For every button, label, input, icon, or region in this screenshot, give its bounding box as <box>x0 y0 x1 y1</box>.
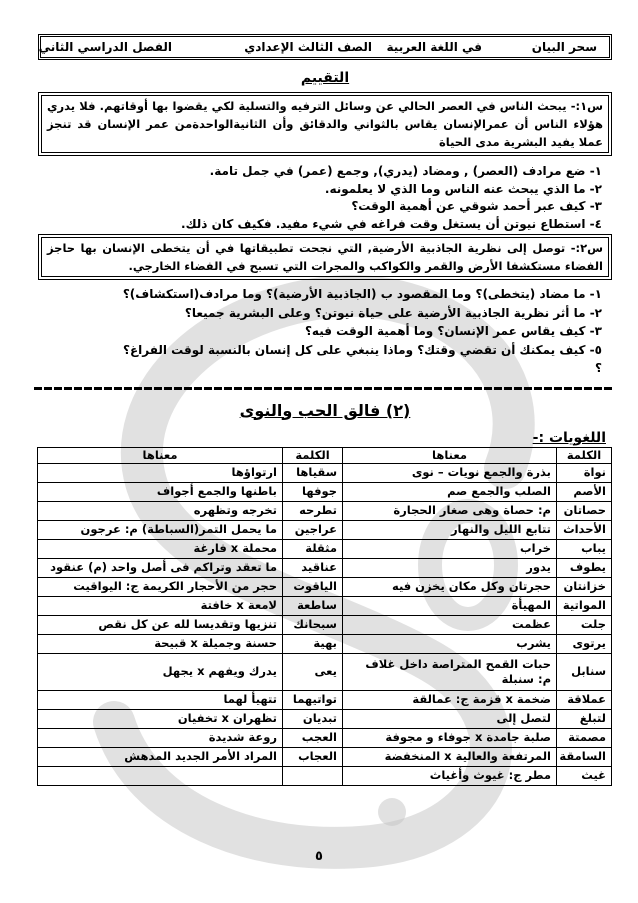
vocab-meaning-text: تظهران x تخفيان <box>177 711 277 725</box>
vocab-word-cell <box>557 520 612 539</box>
table-row <box>38 520 612 539</box>
vocab-meaning-text: ارتواؤها <box>231 465 277 479</box>
vocab-meaning-text: بذرة والجمع نويات – نوى <box>411 465 551 479</box>
vocab-word-text: السامقة <box>559 749 606 763</box>
vocab-meaning-text: المراد الأمر الجديد المدهش <box>124 749 277 763</box>
vocab-word-text: عراجين <box>294 522 337 536</box>
vocab-word-text: العجاب <box>298 749 337 763</box>
lesson-title <box>38 400 612 422</box>
vocab-meaning-cell <box>343 539 557 558</box>
question-1-items <box>38 163 612 233</box>
vocab-word-cell <box>557 653 612 690</box>
column-header-meaning: معناها <box>343 447 557 463</box>
vocab-meaning-text: يدرك ويفهم x يجهل <box>162 664 277 678</box>
vocab-meaning-cell <box>38 634 283 653</box>
table-row <box>38 709 612 728</box>
question-2-passage: س٢:- توصل إلى نظرية الجاذبية الأرضية, التي نجحت تطبيقاتها في أن يتخطى الإنسان بها حاجز الفضاء مستكشفا الأرض والقمر والكواكب والمجرات التي تسبح في الفضاء الخارجي. <box>38 234 612 280</box>
question-1-item: ٣- كيف عبر أحمد شوقي عن أهمية الوقت؟ <box>351 199 602 213</box>
question-1-item: ١- ضع مرادف (العصر) , ومضاد (يدري), وجمع (عمر) في جمل تامة. <box>209 164 602 178</box>
vocab-word-text: تواتيهما <box>292 692 337 706</box>
vocab-meaning-cell <box>38 709 283 728</box>
vocabulary-table <box>37 447 612 786</box>
vocab-meaning-text: عظمت <box>512 617 551 631</box>
vocab-word-cell <box>557 747 612 766</box>
assessment-title-text: التقييم <box>300 70 350 86</box>
question-2-trailing-mark: ؟ <box>595 361 602 375</box>
lesson-title-text: (٢) فالق الحب والنوى <box>239 400 411 420</box>
vocab-word-text: سقياها <box>296 465 337 479</box>
vocab-word-cell <box>283 520 343 539</box>
vocab-meaning-text: محملة x فارغة <box>193 541 277 555</box>
vocab-meaning-text: تتابع الليل والنهار <box>450 522 551 536</box>
vocab-meaning-text: حجر من الأحجار الكريمة ج: اليواقيت <box>73 579 277 593</box>
column-header-word: الكلمة <box>557 447 612 463</box>
vocab-word-text: مصمتة <box>568 730 606 744</box>
vocab-meaning-text: حسنة وجميلة x قبيحة <box>154 636 277 650</box>
vocab-word-cell <box>557 596 612 615</box>
vocab-word-cell <box>283 558 343 577</box>
vocab-word-text: غيث <box>581 768 606 782</box>
vocab-word-cell <box>557 634 612 653</box>
question-1-item: ٤- استطاع نيوتن أن يستغل وقت فراغه في شيء مفيد. فكيف كان ذلك. <box>181 216 602 231</box>
page-header <box>38 34 612 60</box>
vocab-meaning-text: مطر ج: غيوث وأغياث <box>429 768 551 782</box>
vocab-word-cell <box>283 539 343 558</box>
question-2-item: ١- ما مضاد (يتخطى)؟ وما المقصود ب (الجاذبية الأرضية)؟ وما مرادف(استكشاف)؟ <box>122 287 602 301</box>
vocab-meaning-cell <box>343 747 557 766</box>
book-title: سحر البيان <box>531 40 597 54</box>
vocab-meaning-cell <box>38 482 283 501</box>
vocab-meaning-text: م: حصاة وهى صغار الحجارة <box>393 503 551 517</box>
vocab-meaning-text: ما يحمل التمر(السباطة) م: عرجون <box>80 522 277 536</box>
vocab-word-cell <box>283 577 343 596</box>
vocab-meaning-text: ما تعقد وتراكم فى أصل واحد (م) عنقود <box>50 560 277 574</box>
vocab-meaning-cell <box>38 558 283 577</box>
vocab-meaning-text: تنزيها وتقديسا لله عن كل نقص <box>98 617 277 631</box>
vocab-meaning-cell <box>343 615 557 634</box>
vocab-word-cell <box>283 634 343 653</box>
vocab-word-cell <box>283 596 343 615</box>
vocab-meaning-cell <box>38 539 283 558</box>
vocab-meaning-cell <box>38 520 283 539</box>
vocab-meaning-cell <box>343 501 557 520</box>
term-label: الفصل الدراسي الثاني <box>38 40 172 54</box>
vocab-singular-note: م: سنبلة <box>501 671 551 686</box>
table-row <box>38 653 612 690</box>
vocabulary-table-body <box>38 463 612 785</box>
vocab-meaning-cell <box>38 690 283 709</box>
subject-label: في اللغة العربية <box>386 40 482 54</box>
vocab-word-text: يطوف <box>569 560 606 574</box>
question-1-item: ٢- ما الذي يبحث عنه الناس وما الذي لا يعلمونه. <box>324 181 602 196</box>
vocab-meaning-cell <box>38 501 283 520</box>
vocab-meaning-text: ضخمة x قزمة ج: عمالقة <box>412 692 551 706</box>
vocab-word-text: الأصم <box>573 484 606 498</box>
vocab-word-text: يعى <box>314 664 337 678</box>
table-row <box>38 463 612 482</box>
vocab-word-text: خزانتان <box>563 579 606 593</box>
vocab-word-text: ساطعة <box>297 598 337 612</box>
vocab-meaning-cell <box>343 463 557 482</box>
table-row <box>38 596 612 615</box>
vocab-meaning-text: تخرجه وتظهره <box>193 503 277 517</box>
table-row <box>38 539 612 558</box>
vocab-word-text: تطرحه <box>299 503 337 517</box>
vocab-meaning-text: حبات القمح المتراصة داخل غلاف <box>365 656 551 671</box>
table-row <box>38 577 612 596</box>
vocab-word-cell <box>557 766 612 785</box>
vocab-word-cell <box>557 463 612 482</box>
vocab-meaning-text: باطنها والجمع أجواف <box>156 484 277 498</box>
column-header-meaning: معناها <box>38 447 283 463</box>
vocab-meaning-cell <box>38 747 283 766</box>
vocab-word-text: سبحانك <box>293 617 337 631</box>
grade-label: الصف الثالث الإعدادي <box>244 40 372 54</box>
vocab-meaning-cell <box>343 558 557 577</box>
vocab-word-cell <box>557 709 612 728</box>
vocab-word-text: لتبلغ <box>579 711 606 725</box>
vocab-meaning-cell <box>343 482 557 501</box>
vocab-word-text: يرتوى <box>572 636 606 650</box>
question-2-item: ٥- كيف يمكنك أن تقضي وقتك؟ وماذا ينبغي على كل إنسان بالنسبة لوقت الفراغ؟ <box>123 342 602 357</box>
vocab-meaning-text: حجرتان وكل مكان يخزن فيه <box>391 579 551 593</box>
vocab-meaning-text: الصلب والجمع صم <box>447 484 551 498</box>
question-1-passage: س١:- يبحث الناس في العصر الحالي عن وسائل الترفيه والتسلية لكي يقضوا بها أوقاتهم. فلا يدري هؤلاء الناس أن عمرالإنسان يقاس بالثواني والدقائق وأن الثانيةالواحدةمن عمر الإنسان قد تنجز عملا يفيد البشرية مدى الحياة <box>38 92 612 156</box>
dashed-separator <box>32 387 612 390</box>
vocab-meaning-text: يدور <box>526 560 551 574</box>
vocab-word-cell <box>557 577 612 596</box>
vocab-word-text: عناقيد <box>301 560 337 574</box>
vocab-meaning-cell <box>343 728 557 747</box>
vocab-word-text: بهية <box>313 636 337 650</box>
vocab-word-cell <box>283 482 343 501</box>
vocab-word-cell <box>283 463 343 482</box>
vocab-meaning-cell <box>38 615 283 634</box>
vocab-word-text: المواتية <box>562 598 606 612</box>
vocab-word-cell <box>283 728 343 747</box>
vocab-meaning-text: يشرب <box>516 636 551 650</box>
vocab-word-cell <box>283 709 343 728</box>
table-header-row <box>38 447 612 463</box>
vocab-meaning-cell <box>343 634 557 653</box>
vocab-word-text: عملاقة <box>567 692 606 706</box>
vocab-meaning-text: المرتفعة والعالية x المنخفضة <box>384 749 551 763</box>
vocab-word-text: حصاتان <box>563 503 606 517</box>
vocab-word-text: الأحداث <box>563 522 606 536</box>
vocab-meaning-text: لامعة x خافتة <box>200 598 277 612</box>
vocab-meaning-text: المهيأة <box>511 598 551 612</box>
vocab-word-cell <box>283 653 343 690</box>
vocab-meaning-cell <box>38 577 283 596</box>
vocab-meaning-cell <box>38 728 283 747</box>
vocab-word-text: يباب <box>581 541 606 555</box>
vocabulary-heading-text: اللغويات :- <box>532 429 606 446</box>
table-row <box>38 615 612 634</box>
vocab-word-cell <box>557 501 612 520</box>
vocab-meaning-cell <box>38 653 283 690</box>
vocab-meaning-text: خراب <box>520 541 551 555</box>
vocab-word-cell <box>557 482 612 501</box>
vocab-word-text: الياقوت <box>293 579 337 593</box>
question-2-items <box>38 285 612 378</box>
assessment-title <box>38 68 612 88</box>
vocab-meaning-cell <box>343 690 557 709</box>
vocab-meaning-cell <box>343 766 557 785</box>
vocab-word-text: سنابل <box>571 664 606 678</box>
vocab-meaning-cell <box>343 596 557 615</box>
vocab-word-cell <box>283 615 343 634</box>
vocab-word-cell <box>557 539 612 558</box>
vocab-word-text: العجب <box>301 730 337 744</box>
table-row <box>38 728 612 747</box>
vocab-word-text: جلت <box>580 617 606 631</box>
vocab-word-cell <box>557 558 612 577</box>
table-row <box>38 558 612 577</box>
table-row <box>38 501 612 520</box>
vocab-meaning-cell <box>38 596 283 615</box>
vocab-word-cell <box>283 690 343 709</box>
vocab-word-text: مثقلة <box>305 541 337 555</box>
table-row <box>38 482 612 501</box>
table-row <box>38 690 612 709</box>
question-2-item: ٣- كيف يقاس عمر الإنسان؟ وما أهمية الوقت فيه؟ <box>304 324 602 338</box>
vocab-word-cell <box>557 615 612 634</box>
vocab-word-text: جوفها <box>302 484 337 498</box>
page-content <box>38 34 612 786</box>
vocab-meaning-text: تتهيأ لهما <box>223 692 277 706</box>
vocab-meaning-cell <box>343 520 557 539</box>
vocab-word-cell <box>557 690 612 709</box>
vocab-word-text: تبديان <box>302 711 337 725</box>
vocab-meaning-text: صلبة جامدة x جوفاء و مجوفة <box>385 730 551 744</box>
vocab-meaning-cell <box>343 653 557 690</box>
vocab-meaning-cell <box>38 463 283 482</box>
column-header-word: الكلمة <box>283 447 343 463</box>
vocab-meaning-cell <box>38 766 283 785</box>
table-row <box>38 634 612 653</box>
vocab-meaning-text: لتصل إلى <box>496 711 551 725</box>
watermark-dot <box>378 798 406 826</box>
vocab-meaning-cell <box>343 709 557 728</box>
page-number: ٥ <box>315 849 323 864</box>
vocabulary-heading <box>38 429 612 447</box>
vocab-word-cell <box>557 728 612 747</box>
vocab-meaning-text: روعة شديدة <box>208 730 277 744</box>
table-row <box>38 747 612 766</box>
table-row <box>38 766 612 785</box>
vocab-meaning-cell <box>343 577 557 596</box>
vocab-word-text: نواة <box>583 465 606 479</box>
question-2-item: ٢- ما أثر نظرية الجاذبية الأرضية على حياة نيوتن؟ وعلى البشرية جميعا؟ <box>184 305 602 320</box>
vocab-word-cell <box>283 501 343 520</box>
vocab-word-cell <box>283 747 343 766</box>
vocab-word-cell <box>283 766 343 785</box>
